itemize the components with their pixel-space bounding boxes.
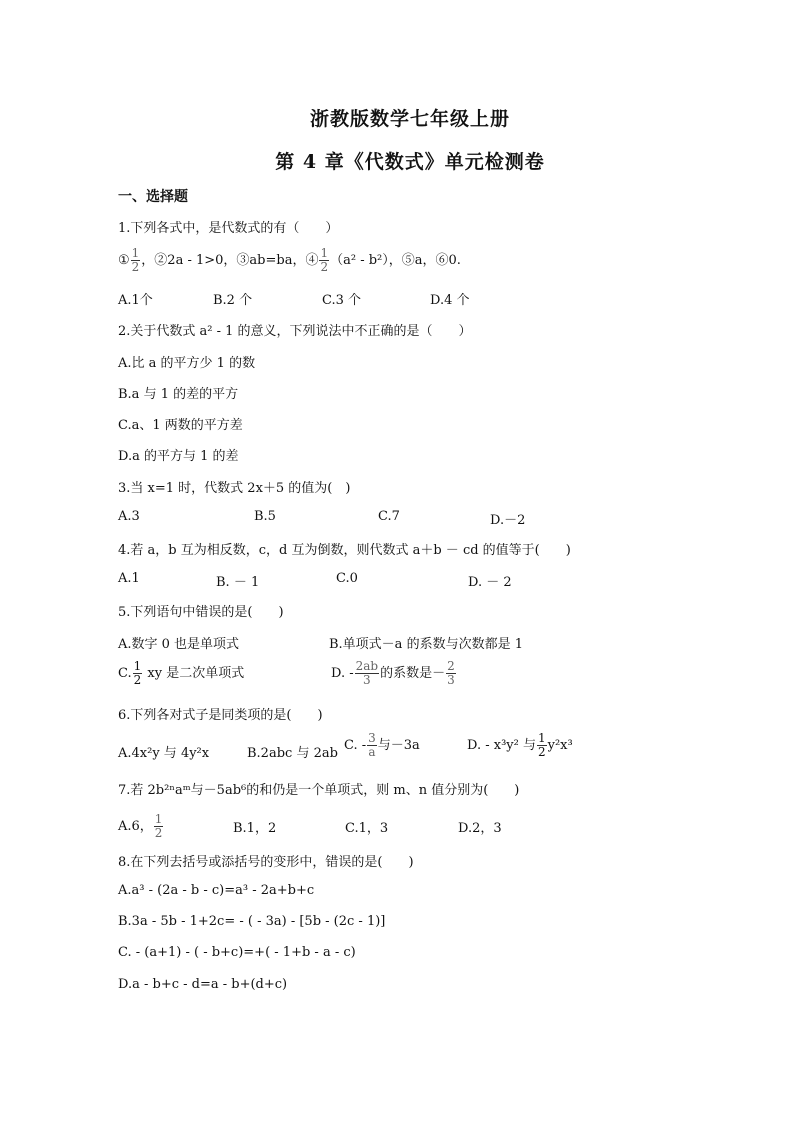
question-8-stem: 8.在下列去括号或添括号的变形中，错误的是( ) — [118, 855, 414, 870]
question-1-items: ① $\frac{1}{2}$ ，②2a - 1>0，③ab=ba，④ $\frac{1}{2}$ （a² - b²），⑤a，⑥0. — [118, 246, 461, 274]
question-4-option-d: D. － 2 — [468, 575, 512, 590]
question-6-stem: 6.下列各对式子是同类项的是( ) — [118, 708, 323, 723]
question-3-option-d: D.－2 — [490, 513, 526, 528]
fraction: $\frac{1}{2}$ — [537, 731, 546, 759]
document-title: 浙教版数学七年级上册 — [309, 108, 510, 130]
fraction: $\frac{2}{3}$ — [447, 659, 455, 687]
question-3-option-a: A.3 — [118, 509, 140, 524]
section-heading: 一、选择题 — [118, 189, 188, 205]
question-6-option-a: A.4x²y 与 4y²x — [118, 746, 210, 761]
question-5-option-b: B.单项式－a 的系数与次数都是 1 — [329, 637, 523, 652]
question-2-option-d: D.a 的平方与 1 的差 — [118, 449, 239, 464]
question-5-option-c: C. $\frac{1}{2}$ xy 是二次单项式 — [118, 659, 245, 687]
question-8-option-b: B.3a - 5b - 1+2c= - ( - 3a) - [5b - (2c - 1)] — [118, 914, 386, 929]
fraction: $\frac{1}{2}$ — [320, 246, 329, 274]
question-8-option-c: C. - (a+1) - ( - b+c)=+( - 1+b - a - c) — [118, 945, 356, 960]
question-6-option-d: D. - x³y² 与 $\frac{1}{2}$ y²x³ — [467, 731, 573, 759]
fraction: $\frac{2ab}{3}$ — [355, 659, 379, 687]
question-1-stem: 1.下列各式中，是代数式的有（ ） — [118, 221, 339, 236]
question-4-stem: 4.若 a，b 互为相反数，c，d 互为倒数，则代数式 a＋b － cd 的值等于( ) — [118, 543, 571, 558]
question-7-option-b: B.1，2 — [233, 821, 277, 836]
question-4-option-b: B. － 1 — [216, 575, 260, 590]
question-3-stem: 3.当 x=1 时，代数式 2x＋5 的值为( ) — [118, 481, 351, 496]
question-6-option-c: C. - $\frac{3}{a}$ 与－3a — [344, 731, 420, 759]
question-4-option-c: C.0 — [336, 571, 358, 586]
question-1-option-b: B.2 个 — [213, 293, 253, 308]
question-8-option-d: D.a - b+c - d=a - b+(d+c) — [118, 977, 288, 992]
question-7-option-a: A.6， $\frac{1}{2}$ — [118, 812, 163, 840]
question-3-option-b: B.5 — [254, 509, 276, 524]
question-2-option-a: A.比 a 的平方少 1 的数 — [118, 356, 256, 371]
question-5-option-d: D. - $\frac{2ab}{3}$ 的系数是－ $\frac{2}{3}$ — [331, 659, 455, 687]
document-subtitle: 第 4 章《代数式》单元检测卷 — [275, 151, 545, 173]
question-7-option-c: C.1，3 — [345, 821, 389, 836]
question-1-option-a: A.1个 — [118, 293, 153, 308]
fraction: $\frac{1}{2}$ — [131, 246, 140, 274]
question-2-option-c: C.a、1 两数的平方差 — [118, 418, 243, 433]
question-1-option-c: C.3 个 — [322, 293, 362, 308]
question-2-stem: 2.关于代数式 a² - 1 的意义，下列说法中不正确的是（ ） — [118, 324, 472, 339]
question-8-option-a: A.a³ - (2a - b - c)=a³ - 2a+b+c — [118, 883, 315, 898]
question-2-option-b: B.a 与 1 的差的平方 — [118, 387, 239, 402]
question-6-option-b: B.2abc 与 2ab — [247, 746, 338, 761]
question-4-option-a: A.1 — [118, 571, 140, 586]
question-7-option-d: D.2，3 — [458, 821, 502, 836]
question-7-stem: 7.若 2b²ⁿaᵐ与－5ab⁶的和仍是一个单项式，则 m、n 值分别为( ) — [118, 783, 520, 798]
fraction: $\frac{3}{a}$ — [368, 731, 376, 759]
question-1-option-d: D.4 个 — [430, 293, 470, 308]
question-5-option-a: A.数字 0 也是单项式 — [118, 637, 240, 652]
question-3-option-c: C.7 — [378, 509, 400, 524]
question-5-stem: 5.下列语句中错误的是( ) — [118, 605, 284, 620]
fraction: $\frac{1}{2}$ — [154, 812, 163, 840]
fraction: $\frac{1}{2}$ — [133, 659, 142, 687]
